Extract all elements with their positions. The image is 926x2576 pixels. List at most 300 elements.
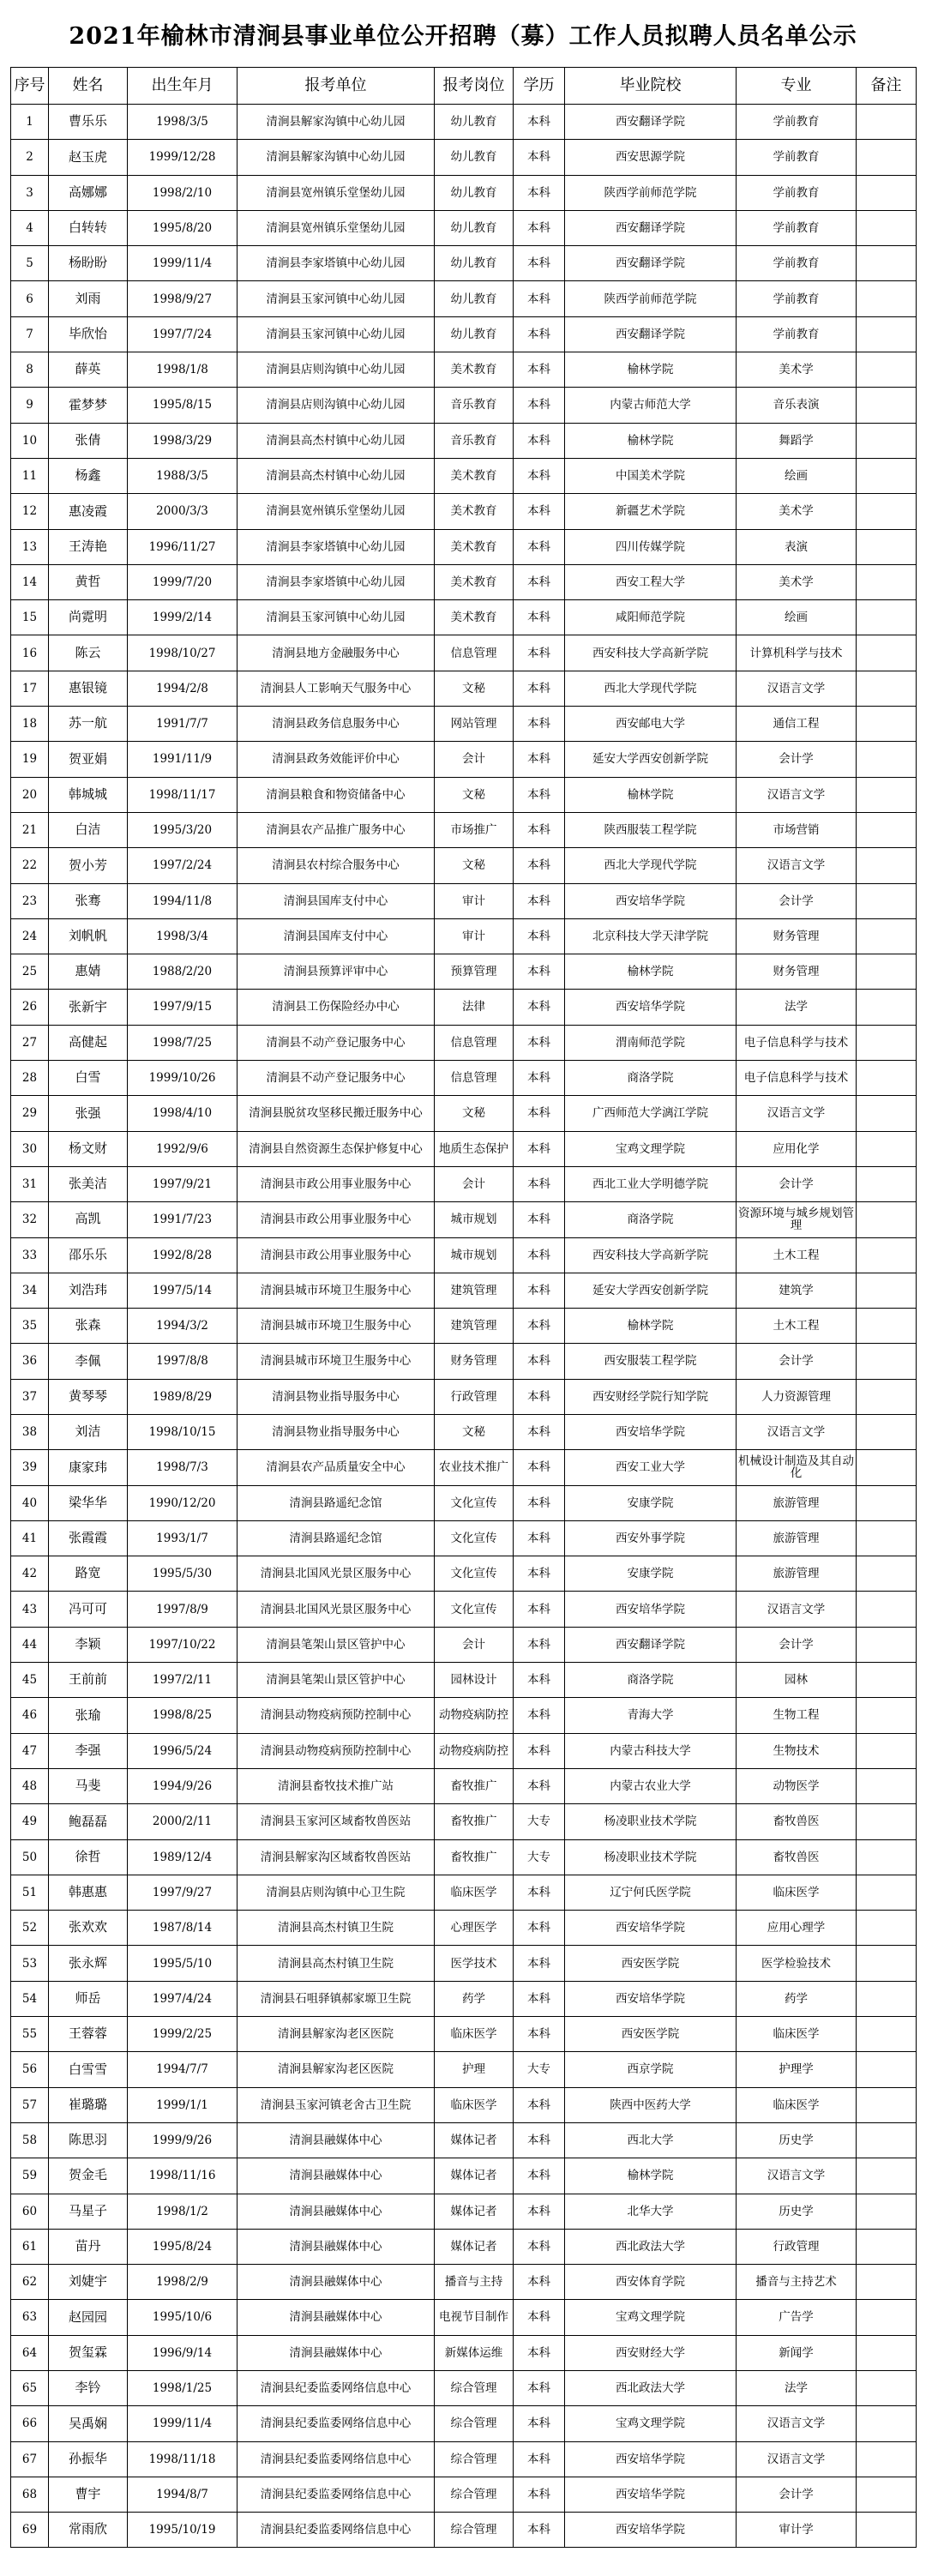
cell-name: 李钤 [49, 2371, 128, 2406]
cell-remarks [857, 494, 917, 529]
cell-name: 贺小芳 [49, 848, 128, 883]
cell-position: 文秘 [435, 848, 514, 883]
cell-remarks [857, 1166, 917, 1201]
cell-major: 财务管理 [737, 954, 857, 990]
cell-school: 广西师范大学漓江学院 [565, 1096, 737, 1131]
table-row [11, 458, 917, 493]
cell-index: 4 [11, 210, 49, 245]
cell-position: 媒体记者 [435, 2158, 514, 2194]
cell-education: 本科 [514, 316, 565, 352]
cell-education: 本科 [514, 707, 565, 742]
cell-remarks [857, 1663, 917, 1698]
table-row [11, 423, 917, 458]
cell-index: 63 [11, 2300, 49, 2335]
cell-position: 综合管理 [435, 2406, 514, 2441]
cell-index: 39 [11, 1450, 49, 1485]
cell-position: 新媒体运维 [435, 2335, 514, 2370]
cell-education: 本科 [514, 1025, 565, 1060]
table-row [11, 529, 917, 564]
cell-position: 幼儿教育 [435, 105, 514, 140]
cell-unit: 清涧县脱贫攻坚移民搬迁服务中心 [238, 1096, 435, 1131]
cell-index: 62 [11, 2265, 49, 2300]
table-row [11, 2371, 917, 2406]
cell-name: 孙振华 [49, 2441, 128, 2477]
cell-name: 路宽 [49, 1556, 128, 1592]
cell-unit: 清涧县李家塔镇中心幼儿园 [238, 529, 435, 564]
cell-position: 文化宣传 [435, 1592, 514, 1627]
cell-education: 本科 [514, 1344, 565, 1379]
cell-index: 37 [11, 1379, 49, 1414]
cell-birth-date: 1995/5/30 [128, 1556, 238, 1592]
cell-remarks [857, 2513, 917, 2548]
cell-education: 本科 [514, 742, 565, 777]
cell-name: 陈思羽 [49, 2122, 128, 2158]
cell-remarks [857, 2335, 917, 2370]
cell-name: 白雪雪 [49, 2052, 128, 2087]
cell-unit: 清涧县玉家河镇中心幼儿园 [238, 281, 435, 316]
cell-position: 医学技术 [435, 1946, 514, 1981]
cell-major: 临床医学 [737, 2017, 857, 2052]
cell-position: 临床医学 [435, 2087, 514, 2122]
table-row [11, 635, 917, 671]
cell-remarks [857, 1379, 917, 1414]
cell-remarks [857, 1237, 917, 1273]
cell-major: 畜牧兽医 [737, 1839, 857, 1875]
cell-position: 文秘 [435, 1414, 514, 1449]
cell-unit: 清涧县笔架山景区管护中心 [238, 1663, 435, 1698]
cell-education: 本科 [514, 458, 565, 493]
cell-index: 25 [11, 954, 49, 990]
cell-birth-date: 1994/7/7 [128, 2052, 238, 2087]
table-row [11, 2017, 917, 2052]
cell-index: 43 [11, 1592, 49, 1627]
cell-school: 安康学院 [565, 1556, 737, 1592]
table-row [11, 210, 917, 245]
cell-major: 学前教育 [737, 316, 857, 352]
cell-birth-date: 1995/10/19 [128, 2513, 238, 2548]
table-row [11, 1839, 917, 1875]
table-row [11, 1166, 917, 1201]
cell-index: 1 [11, 105, 49, 140]
header-index: 序号 [11, 68, 49, 105]
cell-unit: 清涧县店则沟镇中心卫生院 [238, 1875, 435, 1910]
cell-major: 临床医学 [737, 1875, 857, 1910]
cell-school: 西北工业大学明德学院 [565, 1166, 737, 1201]
cell-remarks [857, 1804, 917, 1839]
cell-education: 大专 [514, 1804, 565, 1839]
cell-index: 3 [11, 175, 49, 210]
cell-education: 本科 [514, 1166, 565, 1201]
cell-education: 本科 [514, 2087, 565, 2122]
cell-education: 本科 [514, 1911, 565, 1946]
cell-education: 本科 [514, 1592, 565, 1627]
cell-major: 绘画 [737, 458, 857, 493]
cell-remarks [857, 2229, 917, 2264]
header-position: 报考岗位 [435, 68, 514, 105]
cell-name: 尚霓明 [49, 600, 128, 635]
cell-major: 电子信息科学与技术 [737, 1025, 857, 1060]
table-row [11, 1946, 917, 1981]
cell-major: 会计学 [737, 1344, 857, 1379]
cell-remarks [857, 210, 917, 245]
cell-remarks [857, 777, 917, 812]
cell-position: 美术教育 [435, 352, 514, 388]
cell-name: 常雨欣 [49, 2513, 128, 2548]
cell-school: 宝鸡文理学院 [565, 2406, 737, 2441]
cell-education: 本科 [514, 1768, 565, 1803]
cell-major: 财务管理 [737, 918, 857, 954]
cell-position: 畜牧推广 [435, 1839, 514, 1875]
cell-remarks [857, 671, 917, 706]
cell-unit: 清涧县物业指导服务中心 [238, 1414, 435, 1449]
cell-unit: 清涧县农产品质量安全中心 [238, 1450, 435, 1485]
cell-major: 计算机科学与技术 [737, 635, 857, 671]
table-row [11, 1061, 917, 1096]
cell-position: 审计 [435, 918, 514, 954]
cell-major: 临床医学 [737, 2087, 857, 2122]
cell-name: 李强 [49, 1733, 128, 1768]
cell-major: 旅游管理 [737, 1520, 857, 1556]
cell-position: 会计 [435, 1166, 514, 1201]
cell-name: 张新宇 [49, 990, 128, 1025]
cell-name: 徐哲 [49, 1839, 128, 1875]
table-row [11, 2265, 917, 2300]
cell-education: 本科 [514, 1981, 565, 2016]
cell-unit: 清涧县市政公用事业服务中心 [238, 1166, 435, 1201]
cell-index: 41 [11, 1520, 49, 1556]
cell-unit: 清涧县预算评审中心 [238, 954, 435, 990]
cell-remarks [857, 1911, 917, 1946]
cell-birth-date: 1989/12/4 [128, 1839, 238, 1875]
cell-education: 本科 [514, 1414, 565, 1449]
cell-birth-date: 1997/7/24 [128, 316, 238, 352]
cell-remarks [857, 2441, 917, 2477]
cell-index: 55 [11, 2017, 49, 2052]
table-row [11, 1698, 917, 1733]
cell-school: 榆林学院 [565, 1309, 737, 1344]
cell-major: 表演 [737, 529, 857, 564]
cell-major: 播音与主持艺术 [737, 2265, 857, 2300]
table-row [11, 1911, 917, 1946]
cell-school: 西安翻译学院 [565, 1627, 737, 1662]
cell-school: 西安翻译学院 [565, 316, 737, 352]
cell-school: 北华大学 [565, 2194, 737, 2229]
cell-position: 媒体记者 [435, 2194, 514, 2229]
cell-school: 西北大学现代学院 [565, 671, 737, 706]
cell-name: 韩城城 [49, 777, 128, 812]
cell-birth-date: 1996/5/24 [128, 1733, 238, 1768]
cell-position: 动物疫病防控 [435, 1698, 514, 1733]
cell-education: 本科 [514, 1309, 565, 1344]
cell-remarks [857, 1768, 917, 1803]
cell-index: 24 [11, 918, 49, 954]
cell-major: 学前教育 [737, 175, 857, 210]
cell-remarks [857, 954, 917, 990]
cell-name: 康家玮 [49, 1450, 128, 1485]
cell-birth-date: 1997/9/21 [128, 1166, 238, 1201]
table-row [11, 848, 917, 883]
cell-remarks [857, 564, 917, 599]
cell-index: 7 [11, 316, 49, 352]
cell-birth-date: 1998/8/25 [128, 1698, 238, 1733]
cell-education: 本科 [514, 2122, 565, 2158]
table-row [11, 1733, 917, 1768]
cell-position: 幼儿教育 [435, 281, 514, 316]
cell-remarks [857, 105, 917, 140]
cell-name: 鲍磊磊 [49, 1804, 128, 1839]
cell-position: 文化宣传 [435, 1485, 514, 1520]
cell-school: 内蒙古师范大学 [565, 388, 737, 423]
cell-school: 榆林学院 [565, 423, 737, 458]
cell-school: 新疆艺术学院 [565, 494, 737, 529]
cell-unit: 清涧县自然资源生态保护修复中心 [238, 1131, 435, 1166]
cell-name: 张永辉 [49, 1946, 128, 1981]
cell-remarks [857, 246, 917, 281]
cell-major: 会计学 [737, 2477, 857, 2512]
cell-major: 应用化学 [737, 1131, 857, 1166]
cell-birth-date: 1998/4/10 [128, 1096, 238, 1131]
cell-major: 会计学 [737, 1627, 857, 1662]
cell-name: 张美洁 [49, 1166, 128, 1201]
cell-position: 临床医学 [435, 2017, 514, 2052]
cell-unit: 清涧县地方金融服务中心 [238, 635, 435, 671]
cell-school: 西安翻译学院 [565, 210, 737, 245]
cell-school: 西安科技大学高新学院 [565, 635, 737, 671]
cell-position: 建筑管理 [435, 1273, 514, 1308]
cell-position: 法律 [435, 990, 514, 1025]
cell-education: 本科 [514, 2477, 565, 2512]
table-row [11, 742, 917, 777]
table-row [11, 1485, 917, 1520]
cell-index: 69 [11, 2513, 49, 2548]
cell-school: 西安外事学院 [565, 1520, 737, 1556]
cell-unit: 清涧县店则沟镇中心幼儿园 [238, 388, 435, 423]
cell-unit: 清涧县路遥纪念馆 [238, 1485, 435, 1520]
cell-birth-date: 1994/8/7 [128, 2477, 238, 2512]
cell-education: 本科 [514, 1875, 565, 1910]
cell-position: 动物疫病防控 [435, 1733, 514, 1768]
cell-education: 本科 [514, 2158, 565, 2194]
cell-unit: 清涧县解家沟老区医院 [238, 2052, 435, 2087]
cell-major: 电子信息科学与技术 [737, 1061, 857, 1096]
cell-education: 本科 [514, 812, 565, 847]
cell-school: 西安翻译学院 [565, 105, 737, 140]
cell-major: 旅游管理 [737, 1556, 857, 1592]
cell-birth-date: 1999/11/4 [128, 2406, 238, 2441]
cell-name: 毕欣怡 [49, 316, 128, 352]
cell-education: 本科 [514, 564, 565, 599]
cell-major: 广告学 [737, 2300, 857, 2335]
cell-education: 本科 [514, 2194, 565, 2229]
cell-index: 18 [11, 707, 49, 742]
table-row [11, 388, 917, 423]
cell-major: 审计学 [737, 2513, 857, 2548]
cell-remarks [857, 2052, 917, 2087]
table-row [11, 140, 917, 175]
table-row [11, 2052, 917, 2087]
cell-remarks [857, 1096, 917, 1131]
cell-name: 师岳 [49, 1981, 128, 2016]
table-row [11, 1663, 917, 1698]
page-title: 2021年榆林市清涧县事业单位公开招聘（募）工作人员拟聘人员名单公示 [69, 22, 857, 50]
cell-education: 本科 [514, 1379, 565, 1414]
cell-education: 本科 [514, 918, 565, 954]
cell-major: 汉语言文学 [737, 2158, 857, 2194]
cell-name: 黄哲 [49, 564, 128, 599]
cell-name: 惠银镜 [49, 671, 128, 706]
cell-birth-date: 1998/1/25 [128, 2371, 238, 2406]
cell-birth-date: 1990/12/20 [128, 1485, 238, 1520]
cell-remarks [857, 1556, 917, 1592]
cell-name: 马星子 [49, 2194, 128, 2229]
cell-education: 本科 [514, 954, 565, 990]
cell-school: 商洛学院 [565, 1061, 737, 1096]
cell-index: 40 [11, 1485, 49, 1520]
cell-school: 榆林学院 [565, 352, 737, 388]
cell-school: 西安工业大学 [565, 1450, 737, 1485]
cell-unit: 清涧县玉家河镇中心幼儿园 [238, 316, 435, 352]
cell-position: 综合管理 [435, 2371, 514, 2406]
cell-name: 刘雨 [49, 281, 128, 316]
cell-position: 综合管理 [435, 2477, 514, 2512]
table-row [11, 777, 917, 812]
cell-major: 汉语言文学 [737, 2406, 857, 2441]
cell-position: 播音与主持 [435, 2265, 514, 2300]
table-row [11, 2158, 917, 2194]
cell-position: 地质生态保护 [435, 1131, 514, 1166]
cell-education: 本科 [514, 600, 565, 635]
cell-education: 本科 [514, 1663, 565, 1698]
cell-remarks [857, 1839, 917, 1875]
cell-index: 50 [11, 1839, 49, 1875]
candidate-table [10, 67, 917, 2548]
cell-position: 音乐教育 [435, 388, 514, 423]
cell-unit: 清涧县农村综合服务中心 [238, 848, 435, 883]
table-row [11, 1981, 917, 2016]
cell-school: 西安培华学院 [565, 1414, 737, 1449]
cell-position: 综合管理 [435, 2513, 514, 2548]
cell-school: 内蒙古农业大学 [565, 1768, 737, 1803]
cell-education: 大专 [514, 2052, 565, 2087]
cell-position: 会计 [435, 742, 514, 777]
cell-name: 王前前 [49, 1663, 128, 1698]
cell-birth-date: 1999/11/4 [128, 246, 238, 281]
cell-remarks [857, 2158, 917, 2194]
cell-name: 邵乐乐 [49, 1237, 128, 1273]
cell-unit: 清涧县北国风光景区服务中心 [238, 1592, 435, 1627]
cell-remarks [857, 2477, 917, 2512]
cell-position: 网站管理 [435, 707, 514, 742]
cell-name: 刘帆帆 [49, 918, 128, 954]
cell-remarks [857, 883, 917, 918]
cell-name: 张森 [49, 1309, 128, 1344]
cell-name: 张欢欢 [49, 1911, 128, 1946]
table-row [11, 954, 917, 990]
cell-unit: 清涧县高杰村镇卫生院 [238, 1911, 435, 1946]
cell-unit: 清涧县人工影响天气服务中心 [238, 671, 435, 706]
cell-position: 幼儿教育 [435, 316, 514, 352]
cell-birth-date: 1998/11/16 [128, 2158, 238, 2194]
cell-position: 文秘 [435, 1096, 514, 1131]
cell-birth-date: 1998/7/25 [128, 1025, 238, 1060]
cell-birth-date: 1998/11/18 [128, 2441, 238, 2477]
cell-major: 资源环境与城乡规划管理 [737, 1202, 857, 1237]
cell-name: 惠婧 [49, 954, 128, 990]
table-row [11, 1592, 917, 1627]
cell-education: 本科 [514, 2441, 565, 2477]
cell-birth-date: 1987/8/14 [128, 1911, 238, 1946]
cell-education: 本科 [514, 1096, 565, 1131]
cell-education: 本科 [514, 1131, 565, 1166]
cell-index: 19 [11, 742, 49, 777]
cell-position: 美术教育 [435, 600, 514, 635]
cell-major: 绘画 [737, 600, 857, 635]
table-row [11, 2300, 917, 2335]
cell-birth-date: 1991/7/7 [128, 707, 238, 742]
header-education: 学历 [514, 68, 565, 105]
cell-unit: 清涧县宽州镇乐堂堡幼儿园 [238, 210, 435, 245]
cell-unit: 清涧县纪委监委网络信息中心 [238, 2477, 435, 2512]
cell-index: 31 [11, 1166, 49, 1201]
cell-school: 安康学院 [565, 1485, 737, 1520]
cell-education: 本科 [514, 777, 565, 812]
cell-unit: 清涧县解家沟镇中心幼儿园 [238, 140, 435, 175]
cell-remarks [857, 1627, 917, 1662]
cell-unit: 清涧县农产品推广服务中心 [238, 812, 435, 847]
cell-position: 信息管理 [435, 1061, 514, 1096]
cell-index: 58 [11, 2122, 49, 2158]
cell-remarks [857, 352, 917, 388]
cell-unit: 清涧县国库支付中心 [238, 918, 435, 954]
cell-unit: 清涧县高杰村镇卫生院 [238, 1946, 435, 1981]
cell-remarks [857, 1202, 917, 1237]
cell-birth-date: 1989/8/29 [128, 1379, 238, 1414]
cell-major: 汉语言文学 [737, 1096, 857, 1131]
cell-major: 行政管理 [737, 2229, 857, 2264]
cell-index: 15 [11, 600, 49, 635]
cell-education: 本科 [514, 2371, 565, 2406]
cell-name: 白洁 [49, 812, 128, 847]
cell-index: 53 [11, 1946, 49, 1981]
cell-index: 47 [11, 1733, 49, 1768]
cell-name: 薛英 [49, 352, 128, 388]
cell-position: 媒体记者 [435, 2122, 514, 2158]
cell-school: 西安培华学院 [565, 1981, 737, 2016]
cell-birth-date: 1998/11/17 [128, 777, 238, 812]
cell-birth-date: 1995/8/15 [128, 388, 238, 423]
cell-remarks [857, 1875, 917, 1910]
header-birth-date: 出生年月 [128, 68, 238, 105]
cell-education: 本科 [514, 1946, 565, 1981]
cell-remarks [857, 1450, 917, 1485]
cell-unit: 清涧县玉家河区域畜牧兽医站 [238, 1804, 435, 1839]
cell-position: 美术教育 [435, 529, 514, 564]
cell-school: 西安思源学院 [565, 140, 737, 175]
table-row [11, 2229, 917, 2264]
cell-remarks [857, 281, 917, 316]
cell-remarks [857, 1485, 917, 1520]
cell-remarks [857, 1309, 917, 1344]
cell-major: 汉语言文学 [737, 1414, 857, 1449]
cell-major: 汉语言文学 [737, 2441, 857, 2477]
cell-major: 汉语言文学 [737, 777, 857, 812]
cell-birth-date: 1999/2/25 [128, 2017, 238, 2052]
table-row [11, 1096, 917, 1131]
table-row [11, 1202, 917, 1237]
cell-education: 本科 [514, 1627, 565, 1662]
cell-remarks [857, 388, 917, 423]
cell-remarks [857, 140, 917, 175]
